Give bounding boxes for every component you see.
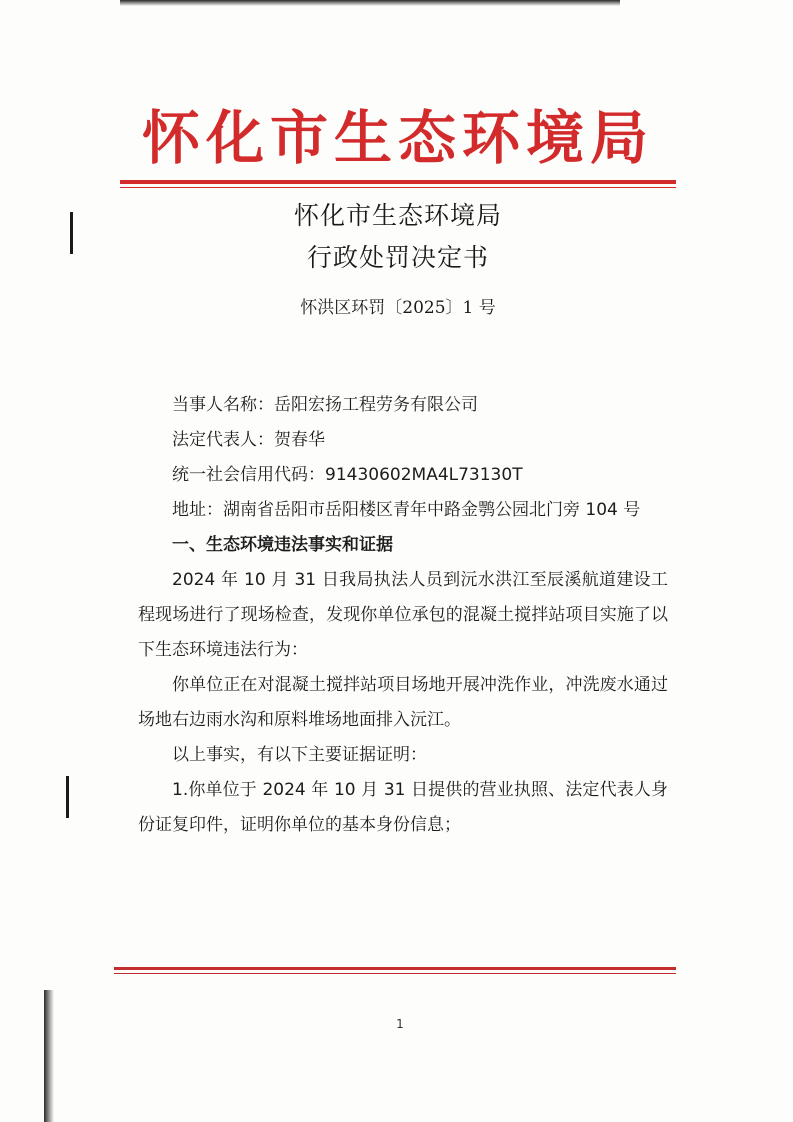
credit-code-line: [138, 458, 668, 493]
legal-rep-label: 法定代表人：: [172, 430, 274, 450]
letterhead-rule-thin: [120, 187, 676, 188]
party-name-label: 当事人名称：: [172, 395, 274, 415]
paragraph-evidence-1: 1.你单位于 2024 年 10 月 31 日提供的营业执照、法定代表人身份证复印件，证明你单位的基本身份信息；: [138, 780, 668, 835]
document-number: 怀洪区环罚〔2025〕1 号: [300, 298, 496, 318]
footer-rule: [114, 967, 676, 970]
letterhead-rule: [120, 180, 676, 184]
party-name-line: [138, 388, 668, 423]
footer-rule-thin: [114, 973, 676, 974]
credit-code-value: 91430602MA4L73130T: [325, 465, 523, 485]
legal-rep-line: [138, 423, 668, 458]
party-name-value: 岳阳宏扬工程劳务有限公司: [274, 395, 478, 415]
address-line: [138, 493, 668, 528]
address-value: 湖南省岳阳市岳阳楼区青年中路金鹗公园北门旁 104 号: [223, 500, 641, 520]
binding-mark: [70, 212, 73, 254]
scan-shadow-left: [44, 990, 54, 1122]
document-body: [138, 388, 668, 843]
scan-shadow-top: [120, 0, 620, 6]
address-label: 地址：: [172, 500, 223, 520]
paragraph-violation: 你单位正在对混凝土搅拌站项目场地开展冲洗作业，冲洗废水通过场地右边雨水沟和原料堆场地面排入沅江。: [138, 675, 668, 730]
document-title-issuer: 怀化市生态环境局: [293, 201, 502, 230]
page-number: 1: [396, 1017, 404, 1031]
paragraph-inspection: 2024 年 10 月 31 日我局执法人员到沅水洪江至辰溪航道建设工程现场进行了现场检查，发现你单位承包的混凝土搅拌站项目实施了以下生态环境违法行为：: [138, 570, 668, 660]
letterhead-title: 怀化市生态环境局: [141, 104, 654, 172]
paragraph-evidence-intro: 以上事实，有以下主要证据证明：: [172, 745, 427, 765]
section-heading: 一、生态环境违法事实和证据: [172, 535, 393, 555]
legal-rep-value: 贺春华: [274, 430, 325, 450]
binding-mark: [66, 776, 69, 818]
credit-code-label: 统一社会信用代码：: [172, 465, 325, 485]
document-title-type: 行政处罚决定书: [306, 243, 489, 272]
